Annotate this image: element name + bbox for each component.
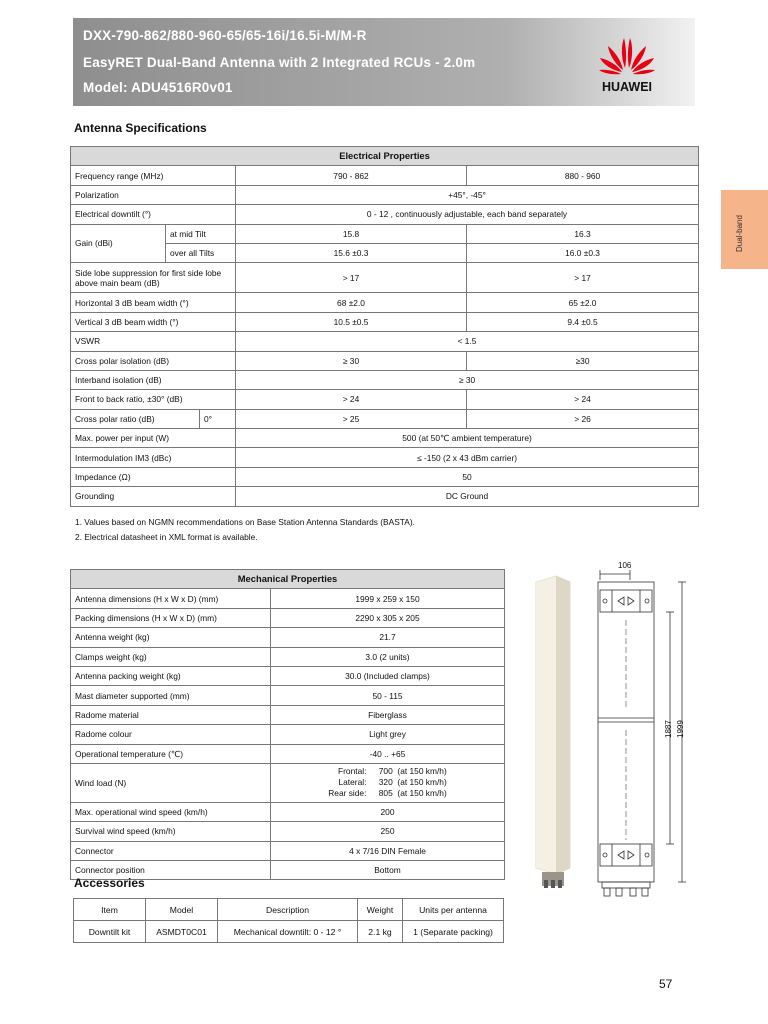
table-row — [71, 467, 699, 486]
cell-value: < 1.5 — [236, 332, 699, 351]
cell-value: > 25 — [236, 409, 467, 428]
row-label: Clamps weight (kg) — [71, 647, 271, 666]
product-description: EasyRET Dual-Band Antenna with 2 Integrated RCUs - 2.0m — [83, 55, 476, 70]
row-label: VSWR — [71, 332, 236, 351]
table-row — [71, 351, 699, 370]
table-row — [71, 666, 505, 685]
table-row — [71, 725, 505, 744]
mechanical-properties-table — [70, 569, 505, 880]
cell-value: DC Ground — [236, 487, 699, 506]
table-header-row — [71, 570, 505, 589]
cell-value: Bottom — [271, 861, 505, 880]
row-label: Packing dimensions (H x W x D) (mm) — [71, 608, 271, 627]
note-1: 1. Values based on NGMN recommendations on Base Station Antenna Standards (BASTA). — [75, 517, 415, 527]
table-row — [71, 448, 699, 467]
row-label: Electrical downtilt (°) — [71, 205, 236, 224]
antenna-render — [536, 576, 570, 888]
table-row — [71, 205, 699, 224]
cell-value: 50 - 115 — [271, 686, 505, 705]
table-row — [74, 921, 504, 943]
row-label: Max. operational wind speed (km/h) — [71, 802, 271, 821]
cell-value: 0 - 12 , continuously adjustable, each band separately — [236, 205, 699, 224]
column-header: Weight — [358, 899, 403, 921]
cell-value: 790 - 862 — [236, 166, 467, 185]
table-row — [71, 802, 505, 821]
cell-value: 4 x 7/16 DIN Female — [271, 841, 505, 860]
cell-value: Fiberglass — [271, 705, 505, 724]
cell-value: > 26 — [467, 409, 699, 428]
cell-value: ≥30 — [467, 351, 699, 370]
cell-value: 2290 x 305 x 205 — [271, 608, 505, 627]
accessories-table — [73, 898, 504, 943]
row-label: Interband isolation (dB) — [71, 370, 236, 389]
cell-value: 880 - 960 — [467, 166, 699, 185]
cell-value: 30.0 (Included clamps) — [271, 666, 505, 685]
row-label: Survival wind speed (km/h) — [71, 822, 271, 841]
cell-value: +45°, -45° — [236, 185, 699, 204]
table-row — [71, 822, 505, 841]
row-label: Mast diameter supported (mm) — [71, 686, 271, 705]
width-dimension: 106 — [618, 561, 632, 570]
row-label: Antenna packing weight (kg) — [71, 666, 271, 685]
antenna-drawing — [530, 560, 720, 900]
cell-value: -40 .. +65 — [271, 744, 505, 763]
column-header: Model — [146, 899, 218, 921]
row-label: Operational temperature (℃) — [71, 744, 271, 763]
cell-value: 2.1 kg — [358, 921, 403, 943]
cell-value: 50 — [236, 467, 699, 486]
row-sublabel: 0° — [200, 409, 236, 428]
table-row — [71, 332, 699, 351]
electrical-properties-table — [70, 146, 699, 507]
cell-value: Light grey — [271, 725, 505, 744]
table-row — [71, 589, 505, 608]
table-row — [71, 628, 505, 647]
row-label: Radome colour — [71, 725, 271, 744]
product-code: DXX-790-862/880-960-65/65-16i/16.5i-M/M-R — [83, 28, 367, 43]
table-header-row — [71, 147, 699, 166]
table-header-row — [74, 899, 504, 921]
table-row — [71, 312, 699, 331]
cell-value: 21.7 — [271, 628, 505, 647]
page-number: 57 — [659, 977, 673, 991]
row-label: Antenna dimensions (H x W x D) (mm) — [71, 589, 271, 608]
column-header: Item — [74, 899, 146, 921]
cell-value: > 17 — [236, 263, 467, 293]
cell-value: Downtilt kit — [74, 921, 146, 943]
wind-load-values: Frontal: 700 (at 150 km/h) Lateral: 320 (at 150 km/h) Rear side: 805 (at 150 km/h) — [271, 763, 505, 802]
cell-value: 15.8 — [236, 224, 467, 243]
table-row — [71, 166, 699, 185]
row-label: Side lobe suppression for first side lobe above main beam (dB) — [71, 263, 236, 293]
antenna-specs-title: Antenna Specifications — [74, 121, 207, 135]
section-tab — [721, 190, 768, 269]
row-label: Connector position — [71, 861, 271, 880]
row-sublabel: at mid Tilt — [166, 224, 236, 243]
brand-name: HUAWEI — [602, 80, 652, 94]
row-label: Horizontal 3 dB beam width (°) — [71, 293, 236, 312]
column-header: Description — [218, 899, 358, 921]
model-number: Model: ADU4516R0v01 — [83, 80, 233, 95]
table-row — [71, 409, 699, 428]
table-row — [71, 686, 505, 705]
cell-value: > 24 — [236, 390, 467, 409]
electrical-header: Electrical Properties — [71, 147, 699, 166]
cell-value: 15.6 ±0.3 — [236, 243, 467, 262]
cell-value: 3.0 (2 units) — [271, 647, 505, 666]
row-label: Cross polar isolation (dB) — [71, 351, 236, 370]
mechanical-header: Mechanical Properties — [71, 570, 505, 589]
cell-value: 500 (at 50℃ ambient temperature) — [236, 429, 699, 448]
table-row — [71, 293, 699, 312]
column-header: Units per antenna — [403, 899, 504, 921]
table-row — [71, 744, 505, 763]
accessories-title: Accessories — [74, 876, 145, 890]
table-row — [71, 608, 505, 627]
cell-value: 16.3 — [467, 224, 699, 243]
cell-value: 10.5 ±0.5 — [236, 312, 467, 331]
row-label: Wind load (N) — [71, 763, 271, 802]
cell-value: 65 ±2.0 — [467, 293, 699, 312]
cell-value: ≥ 30 — [236, 370, 699, 389]
table-row — [71, 705, 505, 724]
table-row — [71, 487, 699, 506]
row-label: Frequency range (MHz) — [71, 166, 236, 185]
row-label: Impedance (Ω) — [71, 467, 236, 486]
cell-value: ≤ -150 (2 x 43 dBm carrier) — [236, 448, 699, 467]
row-label: Polarization — [71, 185, 236, 204]
cell-value: 1999 x 259 x 150 — [271, 589, 505, 608]
table-row — [71, 370, 699, 389]
cell-value: 9.4 ±0.5 — [467, 312, 699, 331]
row-label: Radome material — [71, 705, 271, 724]
row-label: Max. power per input (W) — [71, 429, 236, 448]
table-row — [71, 763, 505, 802]
table-row — [71, 647, 505, 666]
note-2: 2. Electrical datasheet in XML format is available. — [75, 532, 258, 542]
cell-value: 250 — [271, 822, 505, 841]
table-row — [71, 185, 699, 204]
cell-value: 1 (Separate packing) — [403, 921, 504, 943]
table-row — [71, 224, 699, 243]
row-sublabel: over all Tilts — [166, 243, 236, 262]
row-label: Cross polar ratio (dB) — [71, 409, 200, 428]
row-label: Gain (dBi) — [71, 224, 166, 263]
cell-value: 16.0 ±0.3 — [467, 243, 699, 262]
table-row — [71, 841, 505, 860]
row-label: Connector — [71, 841, 271, 860]
row-label: Front to back ratio, ±30° (dB) — [71, 390, 236, 409]
cell-value: 200 — [271, 802, 505, 821]
row-label: Vertical 3 dB beam width (°) — [71, 312, 236, 331]
section-tab-label: Dual-band — [735, 215, 744, 252]
cell-value: ASMDT0C01 — [146, 921, 218, 943]
total-height-dimension: 1999 — [676, 720, 685, 738]
cell-value: > 17 — [467, 263, 699, 293]
huawei-logo — [592, 30, 662, 96]
table-row — [71, 390, 699, 409]
cell-value: ≥ 30 — [236, 351, 467, 370]
cell-value: 68 ±2.0 — [236, 293, 467, 312]
row-label: Antenna weight (kg) — [71, 628, 271, 647]
row-label: Intermodulation IM3 (dBc) — [71, 448, 236, 467]
table-row — [71, 429, 699, 448]
table-row — [71, 243, 699, 262]
cell-value: Mechanical downtilt: 0 - 12 ° — [218, 921, 358, 943]
row-label: Grounding — [71, 487, 236, 506]
cell-value: > 24 — [467, 390, 699, 409]
inner-height-dimension: 1887 — [664, 720, 673, 738]
table-row — [71, 263, 699, 293]
